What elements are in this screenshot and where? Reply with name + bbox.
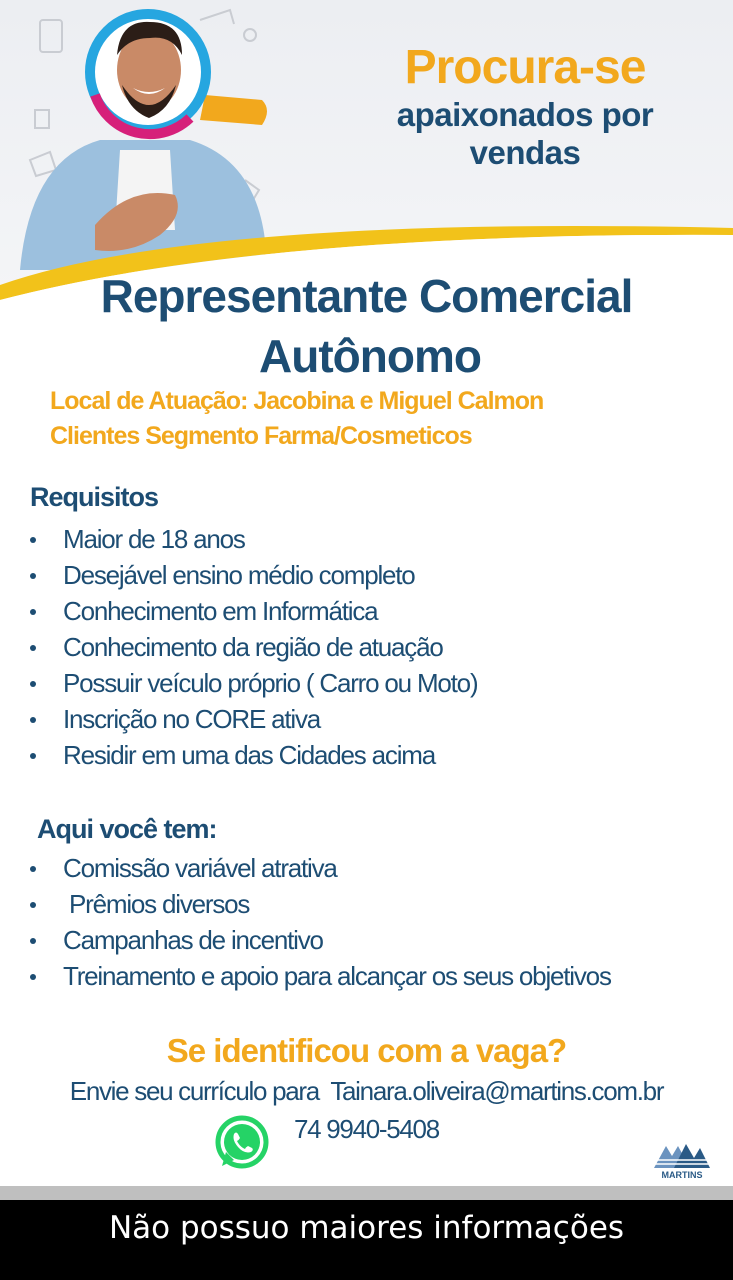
benefits-list	[26, 850, 611, 994]
subline-2: vendas	[469, 134, 581, 171]
headline-block	[360, 40, 690, 172]
caption-text: Não possuo maiores informações	[108, 1210, 625, 1246]
list-item: Maior de 18 anos	[26, 521, 477, 557]
divider	[0, 1186, 733, 1200]
cta-question: Se identificou com a vaga?	[166, 1032, 567, 1069]
list-item: Conhecimento da região de atuação	[26, 629, 477, 665]
list-item: Residir em uma das Cidades acima	[26, 737, 477, 773]
list-item: Possuir veículo próprio ( Carro ou Moto)	[26, 665, 477, 701]
list-item: Comissão variável atrativa	[26, 850, 611, 886]
benefits-title: Aqui você tem:	[37, 814, 217, 844]
list-item: Desejável ensino médio completo	[26, 557, 477, 593]
requirements-title: Requisitos	[30, 482, 159, 512]
job-title-line-2: Autônomo	[259, 330, 481, 382]
martins-logo-text: MARTINS	[661, 1170, 703, 1180]
list-item: Treinamento e apoio para alcançar os seus objetivos	[26, 958, 611, 994]
list-item: Conhecimento em Informática	[26, 593, 477, 629]
phone-number[interactable]: 74 9940-5408	[294, 1114, 439, 1144]
requirements-list	[26, 521, 477, 773]
list-item: Inscrição no CORE ativa	[26, 701, 477, 737]
job-title-line-1: Representante Comercial	[100, 270, 633, 322]
headline: Procura-se	[404, 41, 646, 94]
martins-logo-icon	[652, 1138, 712, 1170]
hero-banner	[0, 0, 733, 300]
whatsapp-icon[interactable]	[214, 1114, 270, 1175]
list-item: Prêmios diversos	[26, 886, 611, 922]
list-item: Campanhas de incentivo	[26, 922, 611, 958]
contact-email-line[interactable]: Envie seu currículo para Tainara.oliveira@martins.com.br	[69, 1076, 664, 1106]
subline-1: apaixonados por	[396, 96, 654, 133]
job-location: Local de Atuação: Jacobina e Miguel Calmon	[50, 387, 544, 415]
job-segment: Clientes Segmento Farma/Cosmeticos	[50, 422, 472, 450]
